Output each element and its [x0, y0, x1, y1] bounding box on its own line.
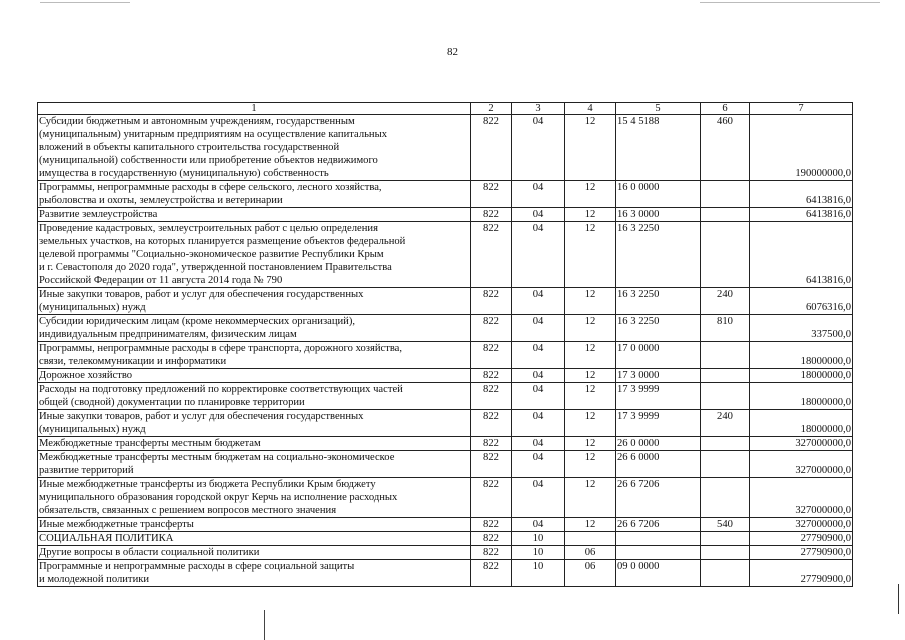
table-row [38, 288, 853, 315]
target-article-cell: 16 3 2250 [616, 315, 701, 342]
table-row [38, 478, 853, 518]
table-row [38, 342, 853, 369]
header-cell: 5 [616, 103, 701, 115]
item-name-cell [38, 208, 471, 222]
item-name-line: Иные межбюджетные трансферты [39, 519, 194, 530]
item-name-line: общей (сводной) документации по планировке территории [39, 397, 305, 408]
section-cell: 04 [512, 315, 565, 342]
expense-type-cell: 460 [701, 115, 750, 181]
amount-cell: 27790900,0 [750, 560, 853, 587]
table-row [38, 208, 853, 222]
item-name-line: муниципального образования городской округ Керчь на исполнение расходных [39, 492, 398, 503]
target-article-cell: 17 0 0000 [616, 342, 701, 369]
budget-table [37, 102, 853, 587]
subsection-cell: 12 [565, 181, 616, 208]
section-cell: 04 [512, 369, 565, 383]
section-cell: 04 [512, 451, 565, 478]
item-name-line: Субсидии юридическим лицам (кроме некоммерческих организаций), [39, 316, 356, 327]
grbs-cell: 822 [471, 478, 512, 518]
target-article-cell: 16 0 0000 [616, 181, 701, 208]
section-cell: 10 [512, 532, 565, 546]
expense-type-cell [701, 451, 750, 478]
header-cell: 3 [512, 103, 565, 115]
item-name-line: Расходы на подготовку предложений по корректировке соответствующих частей [39, 384, 403, 395]
subsection-cell: 06 [565, 560, 616, 587]
grbs-cell: 822 [471, 315, 512, 342]
header-cell: 2 [471, 103, 512, 115]
scan-top-rule [700, 2, 880, 3]
section-cell: 10 [512, 546, 565, 560]
section-cell: 04 [512, 208, 565, 222]
subsection-cell: 06 [565, 546, 616, 560]
item-name-cell [38, 546, 471, 560]
subsection-cell: 12 [565, 288, 616, 315]
expense-type-cell: 810 [701, 315, 750, 342]
target-article-cell: 26 6 7206 [616, 518, 701, 532]
table-row [38, 451, 853, 478]
amount-cell: 327000000,0 [750, 437, 853, 451]
expense-type-cell [701, 181, 750, 208]
item-name-line: Иные межбюджетные трансферты из бюджета Республики Крым бюджету [39, 479, 376, 490]
item-name-line: (муниципальной) собственности или приобретение объектов недвижимого [39, 155, 378, 166]
amount-cell: 6413816,0 [750, 222, 853, 288]
subsection-cell: 12 [565, 478, 616, 518]
table-row [38, 315, 853, 342]
table-row [38, 115, 853, 181]
amount-cell: 190000000,0 [750, 115, 853, 181]
target-article-cell: 09 0 0000 [616, 560, 701, 587]
target-article-cell: 26 6 7206 [616, 478, 701, 518]
grbs-cell: 822 [471, 546, 512, 560]
subsection-cell: 12 [565, 222, 616, 288]
item-name-line: связи, телекоммуникации и информатики [39, 356, 227, 367]
grbs-cell: 822 [471, 222, 512, 288]
item-name-line: вложений в объекты капитального строительства государственной [39, 142, 340, 153]
expense-type-cell: 240 [701, 288, 750, 315]
subsection-cell: 12 [565, 208, 616, 222]
amount-cell: 327000000,0 [750, 478, 853, 518]
item-name-line: Программные и непрограммные расходы в сфере социальной защиты [39, 561, 355, 572]
item-name-cell [38, 383, 471, 410]
target-article-cell: 15 4 5188 [616, 115, 701, 181]
table-row [38, 410, 853, 437]
subsection-cell: 12 [565, 410, 616, 437]
scan-vertical-line [264, 610, 265, 640]
amount-cell: 337500,0 [750, 315, 853, 342]
grbs-cell: 822 [471, 532, 512, 546]
header-cell: 4 [565, 103, 616, 115]
item-name-cell [38, 437, 471, 451]
subsection-cell: 12 [565, 115, 616, 181]
target-article-cell: 17 3 9999 [616, 410, 701, 437]
grbs-cell: 822 [471, 208, 512, 222]
item-name-line: СОЦИАЛЬНАЯ ПОЛИТИКА [39, 533, 174, 544]
item-name-cell [38, 518, 471, 532]
target-article-cell: 26 6 0000 [616, 451, 701, 478]
item-name-cell [38, 342, 471, 369]
item-name-cell [38, 532, 471, 546]
section-cell: 04 [512, 342, 565, 369]
target-article-cell: 17 3 9999 [616, 383, 701, 410]
target-article-cell: 26 0 0000 [616, 437, 701, 451]
grbs-cell: 822 [471, 369, 512, 383]
section-cell: 04 [512, 518, 565, 532]
item-name-cell [38, 222, 471, 288]
item-name-line: Межбюджетные трансферты местным бюджетам [39, 438, 261, 449]
section-cell: 04 [512, 181, 565, 208]
subsection-cell: 12 [565, 383, 616, 410]
table-row [38, 532, 853, 546]
item-name-line: Иные закупки товаров, работ и услуг для обеспечения государственных [39, 289, 364, 300]
grbs-cell: 822 [471, 451, 512, 478]
item-name-line: Проведение кадастровых, землеустроительных работ с целью определения [39, 223, 378, 234]
amount-cell: 327000000,0 [750, 451, 853, 478]
item-name-cell [38, 451, 471, 478]
grbs-cell: 822 [471, 437, 512, 451]
item-name-cell [38, 478, 471, 518]
item-name-line: земельных участков, на которых планируется размещение объектов федеральной [39, 236, 406, 247]
expense-type-cell [701, 546, 750, 560]
amount-cell: 18000000,0 [750, 410, 853, 437]
grbs-cell: 822 [471, 410, 512, 437]
target-article-cell: 16 3 2250 [616, 222, 701, 288]
header-cell: 7 [750, 103, 853, 115]
header-cell: 1 [38, 103, 471, 115]
expense-type-cell [701, 222, 750, 288]
scan-edge-mark [898, 584, 899, 614]
table-row [38, 181, 853, 208]
amount-cell: 18000000,0 [750, 369, 853, 383]
amount-cell: 6076316,0 [750, 288, 853, 315]
expense-type-cell [701, 369, 750, 383]
item-name-line: целевой программы "Социально-экономическое развитие Республики Крым [39, 249, 384, 260]
item-name-cell [38, 115, 471, 181]
section-cell: 04 [512, 437, 565, 451]
expense-type-cell [701, 437, 750, 451]
amount-cell: 18000000,0 [750, 383, 853, 410]
grbs-cell: 822 [471, 342, 512, 369]
section-cell: 04 [512, 478, 565, 518]
subsection-cell: 12 [565, 451, 616, 478]
target-article-cell: 16 3 0000 [616, 208, 701, 222]
item-name-line: Другие вопросы в области социальной политики [39, 547, 260, 558]
table-row [38, 222, 853, 288]
item-name-line: обязательств, связанных с решением вопросов местного значения [39, 505, 337, 516]
table-row [38, 383, 853, 410]
item-name-line: Программы, непрограммные расходы в сфере транспорта, дорожного хозяйства, [39, 343, 403, 354]
grbs-cell: 822 [471, 383, 512, 410]
expense-type-cell [701, 560, 750, 587]
expense-type-cell [701, 478, 750, 518]
table-row [38, 560, 853, 587]
item-name-line: (муниципальных) нужд [39, 302, 146, 313]
section-cell: 10 [512, 560, 565, 587]
grbs-cell: 822 [471, 115, 512, 181]
header-row [38, 103, 853, 115]
amount-cell: 6413816,0 [750, 208, 853, 222]
grbs-cell: 822 [471, 181, 512, 208]
grbs-cell: 822 [471, 288, 512, 315]
section-cell: 04 [512, 410, 565, 437]
item-name-cell [38, 288, 471, 315]
header-cell: 6 [701, 103, 750, 115]
table-row [38, 546, 853, 560]
item-name-line: Межбюджетные трансферты местным бюджетам на социально-экономическое [39, 452, 395, 463]
item-name-line: индивидуальным предпринимателям, физическим лицам [39, 329, 297, 340]
item-name-cell [38, 369, 471, 383]
expense-type-cell: 240 [701, 410, 750, 437]
item-name-line: Российской Федерации от 11 августа 2014 года № 790 [39, 275, 283, 286]
section-cell: 04 [512, 288, 565, 315]
item-name-cell [38, 315, 471, 342]
item-name-line: и молодежной политики [39, 574, 150, 585]
table-row [38, 518, 853, 532]
section-cell: 04 [512, 383, 565, 410]
expense-type-cell [701, 532, 750, 546]
target-article-cell: 16 3 2250 [616, 288, 701, 315]
section-cell: 04 [512, 222, 565, 288]
item-name-line: Программы, непрограммные расходы в сфере сельского, лесного хозяйства, [39, 182, 382, 193]
amount-cell: 6413816,0 [750, 181, 853, 208]
subsection-cell: 12 [565, 369, 616, 383]
subsection-cell: 12 [565, 315, 616, 342]
amount-cell: 27790900,0 [750, 532, 853, 546]
item-name-line: Дорожное хозяйство [39, 370, 133, 381]
expense-type-cell [701, 383, 750, 410]
item-name-line: имущества в государственную (муниципальную) собственность [39, 168, 329, 179]
item-name-line: Субсидии бюджетным и автономным учреждениям, государственным [39, 116, 355, 127]
subsection-cell: 12 [565, 342, 616, 369]
target-article-cell: 17 3 0000 [616, 369, 701, 383]
table-row [38, 437, 853, 451]
expense-type-cell [701, 208, 750, 222]
table-row [38, 369, 853, 383]
amount-cell: 27790900,0 [750, 546, 853, 560]
item-name-cell [38, 560, 471, 587]
item-name-line: и г. Севастополя до 2020 года", утвержденной постановлением Правительства [39, 262, 392, 273]
item-name-line: (муниципальных) нужд [39, 424, 146, 435]
table-body [38, 115, 853, 587]
target-article-cell [616, 532, 701, 546]
item-name-cell [38, 181, 471, 208]
item-name-line: развитие территорий [39, 465, 134, 476]
target-article-cell [616, 546, 701, 560]
item-name-line: Развитие землеустройства [39, 209, 158, 220]
amount-cell: 18000000,0 [750, 342, 853, 369]
subsection-cell: 12 [565, 518, 616, 532]
item-name-line: рыболовства и охоты, землеустройства и ветеринарии [39, 195, 283, 206]
section-cell: 04 [512, 115, 565, 181]
subsection-cell [565, 532, 616, 546]
item-name-cell [38, 410, 471, 437]
scan-top-rule [40, 2, 130, 3]
grbs-cell: 822 [471, 518, 512, 532]
page-number: 82 [447, 46, 458, 58]
amount-cell: 327000000,0 [750, 518, 853, 532]
expense-type-cell [701, 342, 750, 369]
item-name-line: (муниципальным) унитарным предприятиям на осуществление капитальных [39, 129, 388, 140]
expense-type-cell: 540 [701, 518, 750, 532]
grbs-cell: 822 [471, 560, 512, 587]
subsection-cell: 12 [565, 437, 616, 451]
item-name-line: Иные закупки товаров, работ и услуг для обеспечения государственных [39, 411, 364, 422]
